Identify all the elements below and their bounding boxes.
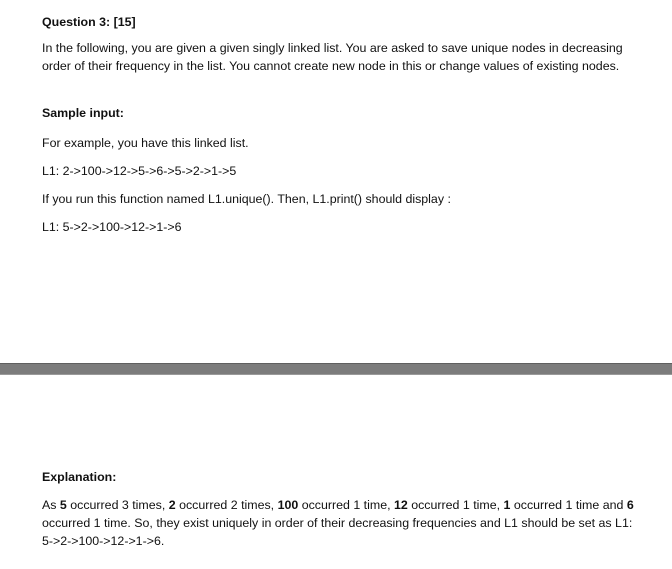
explanation-text: As bbox=[42, 498, 60, 512]
question-prompt: In the followinɡ, you are given a given singly linked list. You are asked to save unique nodes in decreasing order of their frequency in the list. You cannot create new node in this or change values of existing nodes. bbox=[42, 41, 623, 73]
explanation-value: 2 bbox=[168, 498, 176, 512]
example-intro: For example, you have this linked list. bbox=[42, 136, 249, 150]
explanation-value: 6 bbox=[626, 498, 634, 512]
explanation-value: 5 bbox=[59, 498, 67, 512]
page-break-divider bbox=[0, 363, 672, 375]
sample-input-heading: Sample input: bbox=[42, 106, 124, 120]
explanation-text: occurred 3 times, bbox=[66, 498, 169, 512]
run-instruction: If you run this function named L1.unique(). Then, L1.print() should display : bbox=[42, 192, 451, 206]
explanation-text: occurred 1 time and bbox=[510, 498, 627, 512]
explanation-text: occurred 1 time, bbox=[298, 498, 394, 512]
document-page-bottom bbox=[0, 375, 672, 569]
input-linked-list: L1: 2->100->12->5->6->5->2->1->5 bbox=[42, 164, 237, 178]
explanation-value: 100 bbox=[277, 498, 299, 512]
explanation-text: occurred 1 time, bbox=[407, 498, 504, 512]
explanation-value: 1 bbox=[503, 498, 511, 512]
explanation-text: occurred 1 time. So, they exist uniquely in order of their decreasing frequencies and L1 should be set as L1: 5->2->100->12->1->6. bbox=[42, 516, 633, 548]
explanation-value: 12 bbox=[393, 498, 408, 512]
explanation-paragraph bbox=[42, 496, 634, 550]
question-title: Question 3: [15] bbox=[42, 15, 136, 29]
explanation-text: occurred 2 times, bbox=[175, 498, 278, 512]
explanation-heading: Explanation: bbox=[42, 470, 117, 484]
expected-output: L1: 5->2->100->12->1->6 bbox=[42, 220, 182, 234]
